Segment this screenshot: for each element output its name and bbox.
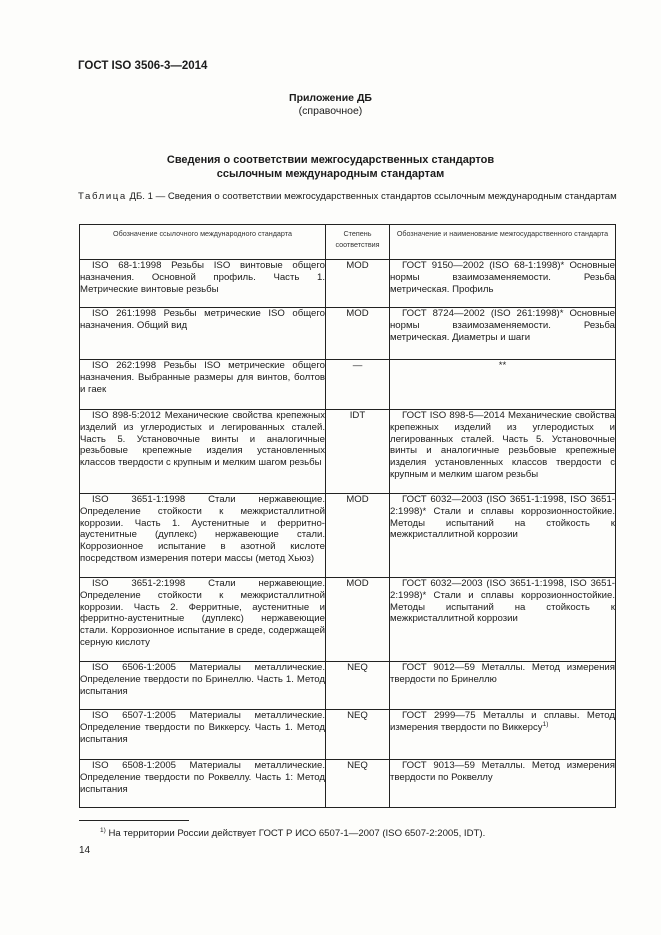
header-degree: Степень соответствия xyxy=(326,225,390,260)
national-standard-cell: ГОСТ 6032—2003 (ISO 3651-1:1998, ISO 3651-2:1998)* Стали и сплавы коррозионностойкие. Методы испытаний на стойкость к межкристаллитной коррозии xyxy=(390,494,616,578)
table-row xyxy=(80,494,616,578)
header-intl-standard: Обозначение ссылочного международного стандарта xyxy=(80,225,326,260)
intl-standard-cell: ISO 3651-2:1998 Стали нержавеющие. Определение стойкости к межкристаллитной коррозии. Часть 2. Ферритные, аустенитные и ферритно-аустенитные (дуплекс) нержавеющие стали. Коррозионное испытание в среде, содержащей серную кислоту xyxy=(80,578,326,662)
table-row xyxy=(80,710,616,760)
national-standard-cell: ** xyxy=(390,360,616,410)
national-standard-cell: ГОСТ 9012—59 Металлы. Метод измерения твердости по Бринеллю xyxy=(390,662,616,710)
table-caption-text: ДБ. 1 — Сведения о соответствии межгосударственных стандартов ссылочным международным стандартам xyxy=(126,191,617,202)
national-standard-cell: ГОСТ 9013—59 Металлы. Метод измерения твердости по Роквеллу xyxy=(390,760,616,808)
table-row xyxy=(80,308,616,360)
intl-standard-cell: ISO 6508-1:2005 Материалы металлические. Определение твердости по Роквеллу. Часть 1: Метод испытания xyxy=(80,760,326,808)
footnote-divider xyxy=(79,820,189,821)
degree-cell: NEQ xyxy=(326,710,390,760)
standard-designation: ГОСТ ISO 3506-3—2014 xyxy=(78,60,208,72)
intl-standard-cell: ISO 3651-1:1998 Стали нержавеющие. Определение стойкости к межкристаллитной коррозии. Часть 1. Аустенитные и ферритно-аустенитные (дуплекс) нержавеющие стали. Коррозионное испытание в азотной кислоте посредством измерения потери массы (метод Хьюз) xyxy=(80,494,326,578)
intl-standard-cell: ISO 6507-1:2005 Материалы металлические. Определение твердости по Виккерсу. Часть 1. Метод испытания xyxy=(80,710,326,760)
degree-cell: MOD xyxy=(326,578,390,662)
section-title xyxy=(0,153,661,181)
table-row xyxy=(80,578,616,662)
table-row xyxy=(80,260,616,308)
degree-cell: MOD xyxy=(326,308,390,360)
national-standard-cell: ГОСТ 8724—2002 (ISO 261:1998)* Основные нормы взаимозаменяемости. Резьба метрическая. Диаметры и шаги xyxy=(390,308,616,360)
intl-standard-cell: ISO 262:1998 Резьбы ISO метрические общего назначения. Выбранные размеры для винтов, болтов и гаек xyxy=(80,360,326,410)
table-row xyxy=(80,410,616,494)
intl-standard-cell: ISO 898-5:2012 Механические свойства крепежных изделий из углеродистых и легированных сталей. Часть 5. Установочные винты и аналогичные резьбовые крепежные изделия установленных классов твердости с крупным и мелким шагом резьбы xyxy=(80,410,326,494)
footnote-ref: 1) xyxy=(542,720,549,728)
national-standard-cell: ГОСТ ISO 898-5—2014 Механические свойства крепежных изделий из углеродистых и легированных сталей. Часть 5. Установочные винты и аналогичные резьбовые крепежные изделия установленных классов твердости с крупным и мелким шагом резьбы xyxy=(390,410,616,494)
degree-cell: MOD xyxy=(326,494,390,578)
annex-subtitle: (справочное) xyxy=(298,105,363,117)
table-header-row xyxy=(80,225,616,260)
table-row xyxy=(80,662,616,710)
degree-cell: NEQ xyxy=(326,760,390,808)
table-row xyxy=(80,360,616,410)
national-standard-cell: ГОСТ 9150—2002 (ISO 68-1:1998)* Основные нормы взаимозаменяемости. Резьба метрическая. Профиль xyxy=(390,260,616,308)
degree-cell: NEQ xyxy=(326,662,390,710)
page-number: 14 xyxy=(79,845,91,856)
intl-standard-cell: ISO 6506-1:2005 Материалы металлические. Определение твердости по Бринеллю. Часть 1. Метод испытания xyxy=(80,662,326,710)
section-title-line-1: Сведения о соответствии межгосударственных стандартов xyxy=(166,154,495,166)
national-standard-cell: ГОСТ 6032—2003 (ISO 3651-1:1998, ISO 3651-2:1998)* Стали и сплавы коррозионностойкие. Методы испытаний на стойкость к межкристаллитной коррозии xyxy=(390,578,616,662)
section-title-line-2: ссылочным международным стандартам xyxy=(216,168,445,180)
table-row xyxy=(80,760,616,808)
intl-standard-cell: ISO 261:1998 Резьбы метрические ISO общего назначения. Общий вид xyxy=(80,308,326,360)
footnote-text: На территории России действует ГОСТ Р ИСО 6507-1—2007 (ISO 6507-2:2005, IDT). xyxy=(105,828,486,839)
footnote xyxy=(100,828,485,839)
national-standard-text: ГОСТ 2999—75 Металлы и сплавы. Метод измерения твердости по Виккерсу xyxy=(390,710,615,733)
table-caption xyxy=(78,191,618,204)
annex-title: Приложение ДБ xyxy=(289,92,372,104)
degree-cell: — xyxy=(326,360,390,410)
table-caption-lead: Таблица xyxy=(78,191,127,202)
degree-cell: IDT xyxy=(326,410,390,494)
intl-standard-cell: ISO 68-1:1998 Резьбы ISO винтовые общего назначения. Основной профиль. Часть 1. Метрические винтовые резьбы xyxy=(80,260,326,308)
national-standard-cell xyxy=(390,710,616,760)
degree-cell: MOD xyxy=(326,260,390,308)
standards-table xyxy=(79,224,616,808)
header-national-standard: Обозначение и наименование межгосударственного стандарта xyxy=(390,225,616,260)
footnote-marker: 1) xyxy=(100,826,106,834)
